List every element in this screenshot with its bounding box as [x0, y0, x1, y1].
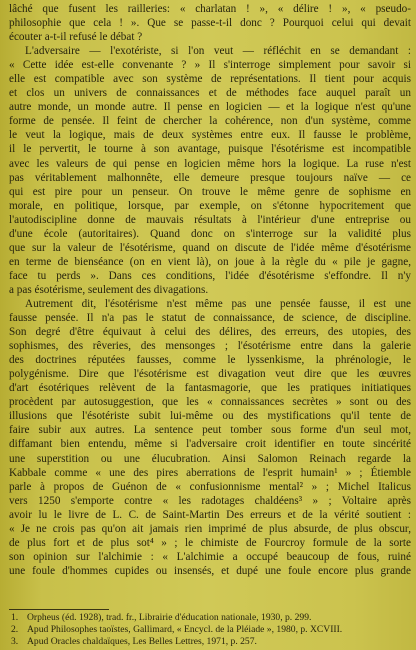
text-line: d'une école (autoritaires). Quand donc on s'interroge sur la validité plus: [9, 227, 411, 240]
footnote-separator: [9, 609, 109, 610]
text-line: Son degré d'être équivaut à celui des délires, des erreurs, des utopies, des: [9, 326, 411, 339]
footnote: [9, 636, 411, 648]
text-line: faire subir aux autres. La sentence peut tomber sous forme d'un seul mot,: [9, 424, 411, 437]
text-line: son opinion sur l'alchimie : « L'alchimie a occupé beaucoup de fous, ruiné: [9, 550, 411, 563]
text-line: parle à propos de Guénon de « confusionnisme mental² » ; Michel Italicus: [9, 480, 411, 493]
text-line: polygénisme. Dire que l'ésotérisme est divagation veut dire que les œuvres: [9, 368, 411, 381]
text-line: une superstition ou une élucubration. Ainsi Salomon Reinach regarde la: [9, 452, 411, 465]
text-line: illusions que l'ésotériste subit lui-même ou des mystifications qu'il tente de: [9, 410, 411, 423]
text-line: fausse pensée. Il n'a pas le statut de connaissance, de science, de discipline.: [9, 312, 411, 325]
text-line: L'adversaire — l'exotériste, si l'on veut — réfléchit en se demandant :: [25, 45, 411, 58]
text-line: l'autodiscipline donne de mauvais résultats à l'intérieur d'une entreprise ou: [9, 213, 411, 226]
text-line: avec les valeurs de qui pense en logicien même hors la logique. La ruse n'est: [9, 157, 411, 170]
text-line: en terme de bienséance (on en vient là), on joue à la règle du « pile je gagne,: [9, 255, 411, 268]
footnote: [9, 612, 411, 624]
text-line: forme de pensée. Il feint de chercher la cohérence, non d'un système, comme: [9, 115, 411, 128]
text-line: Kabbale comme « une des pires aberrations de l'esprit humain¹ » ; Étiemble: [9, 466, 411, 479]
text-line: Autrement dit, l'ésotérisme n'est même pas une pensée fausse, il est une: [25, 297, 411, 310]
text-line: d'art ésotériques relèvent de la fantasmagorie, que les pratiques initiatiques: [9, 382, 411, 395]
text-line: elle est compatible avec son système de représentations. Il tient pour acquis: [9, 73, 411, 86]
text-line: qui est pire pour un penseur. On trouve le même genre de sophisme en: [9, 185, 411, 198]
text-line: vers 1250 s'emporte contre « les radotages chaldéens³ » ; Voltaire après: [9, 494, 411, 507]
text-line: a pas ésotérisme, seulement des divagations.: [9, 283, 209, 296]
text-line: face tu perds ». Dans ces conditions, l'idée d'ésotérisme s'effondre. Il n'y: [9, 269, 411, 282]
footnote-text: Orpheus (éd. 1928), trad. fr., Librairie d'éducation nationale, 1930, p. 299.: [27, 612, 312, 623]
footnote-number: 1.: [11, 612, 19, 623]
text-line: sophismes, des rêveries, des mensonges ; l'ésotérisme entre dans la galerie: [9, 340, 411, 353]
footnote-text: Apud Philosophes taoïstes, Gallimard, « Encycl. de la Pléiade », 1980, p. XCVIII.: [27, 624, 343, 635]
text-line: le veut la logique, mais de deux systèmes entre eux. Il fausse le problème,: [9, 129, 411, 142]
text-line: diffamant bien entendu, même si l'adversaire croit identifier en toute sincérité: [9, 438, 411, 451]
text-line: et clos un univers de connaissances et de méthodes face auquel paraît un: [9, 87, 411, 100]
text-line: une foule d'hommes cupides ou insensés, et dupé une foule encore plus grande: [9, 564, 411, 577]
text-line: avoir lu le livre de L. C. de Saint-Martin Des erreurs et de la vérité soutient :: [9, 508, 411, 521]
text-line: pas véritablement malhonnête, elle demeure presque toujours naïve — ce: [9, 171, 411, 184]
footnote-number: 3.: [11, 636, 19, 647]
text-line: procèdent par autosuggestion, que les « connaissances secrètes » sont ou des: [9, 396, 411, 409]
text-line: autre monde, un monde autre. Il pense en logicien — et la logique n'est qu'une: [9, 101, 411, 114]
text-line: écouter a-t-il refusé le débat ?: [9, 31, 143, 44]
footnote-text: Apud Oracles chaldaïques, Les Belles Lettres, 1971, p. 257.: [27, 636, 257, 647]
text-line: morale, en politique, lorsque, par exemple, on s'étonne hypocritement que: [9, 199, 411, 212]
body-text: [9, 2, 411, 578]
text-line: de plus fort et de plus sot⁴ » ; le chimiste de Fourcroy formule de la sorte: [9, 536, 411, 549]
footnote-number: 2.: [11, 624, 19, 635]
text-line: des doctrines réputées fausses, comme le lyssenkisme, la phrénologie, le: [9, 354, 411, 367]
text-line: « Je ne crois pas qu'on ait jamais rien imprimé de plus absurde, de plus obscur,: [9, 522, 411, 535]
footnote: [9, 624, 411, 636]
footnotes: [9, 612, 411, 648]
text-line: « Cette idée est-elle convenante ? » Il s'interroge simplement pour savoir si: [9, 59, 411, 72]
text-line: que sur la valeur de l'ésotérisme, quand on discute de l'idée même d'ésotérisme: [9, 241, 411, 254]
text-line: il le pervertit, le tourne à son avantage, puisque l'ésotérisme est incompatible: [9, 143, 411, 156]
text-line: lâché que fusent les railleries: « charlatan ! », « délire ! », « pseudo-: [9, 3, 411, 15]
text-line: philosophie que cela ! ». Que se passe-t-il donc ? Pourquoi celui qui devait: [9, 17, 411, 30]
